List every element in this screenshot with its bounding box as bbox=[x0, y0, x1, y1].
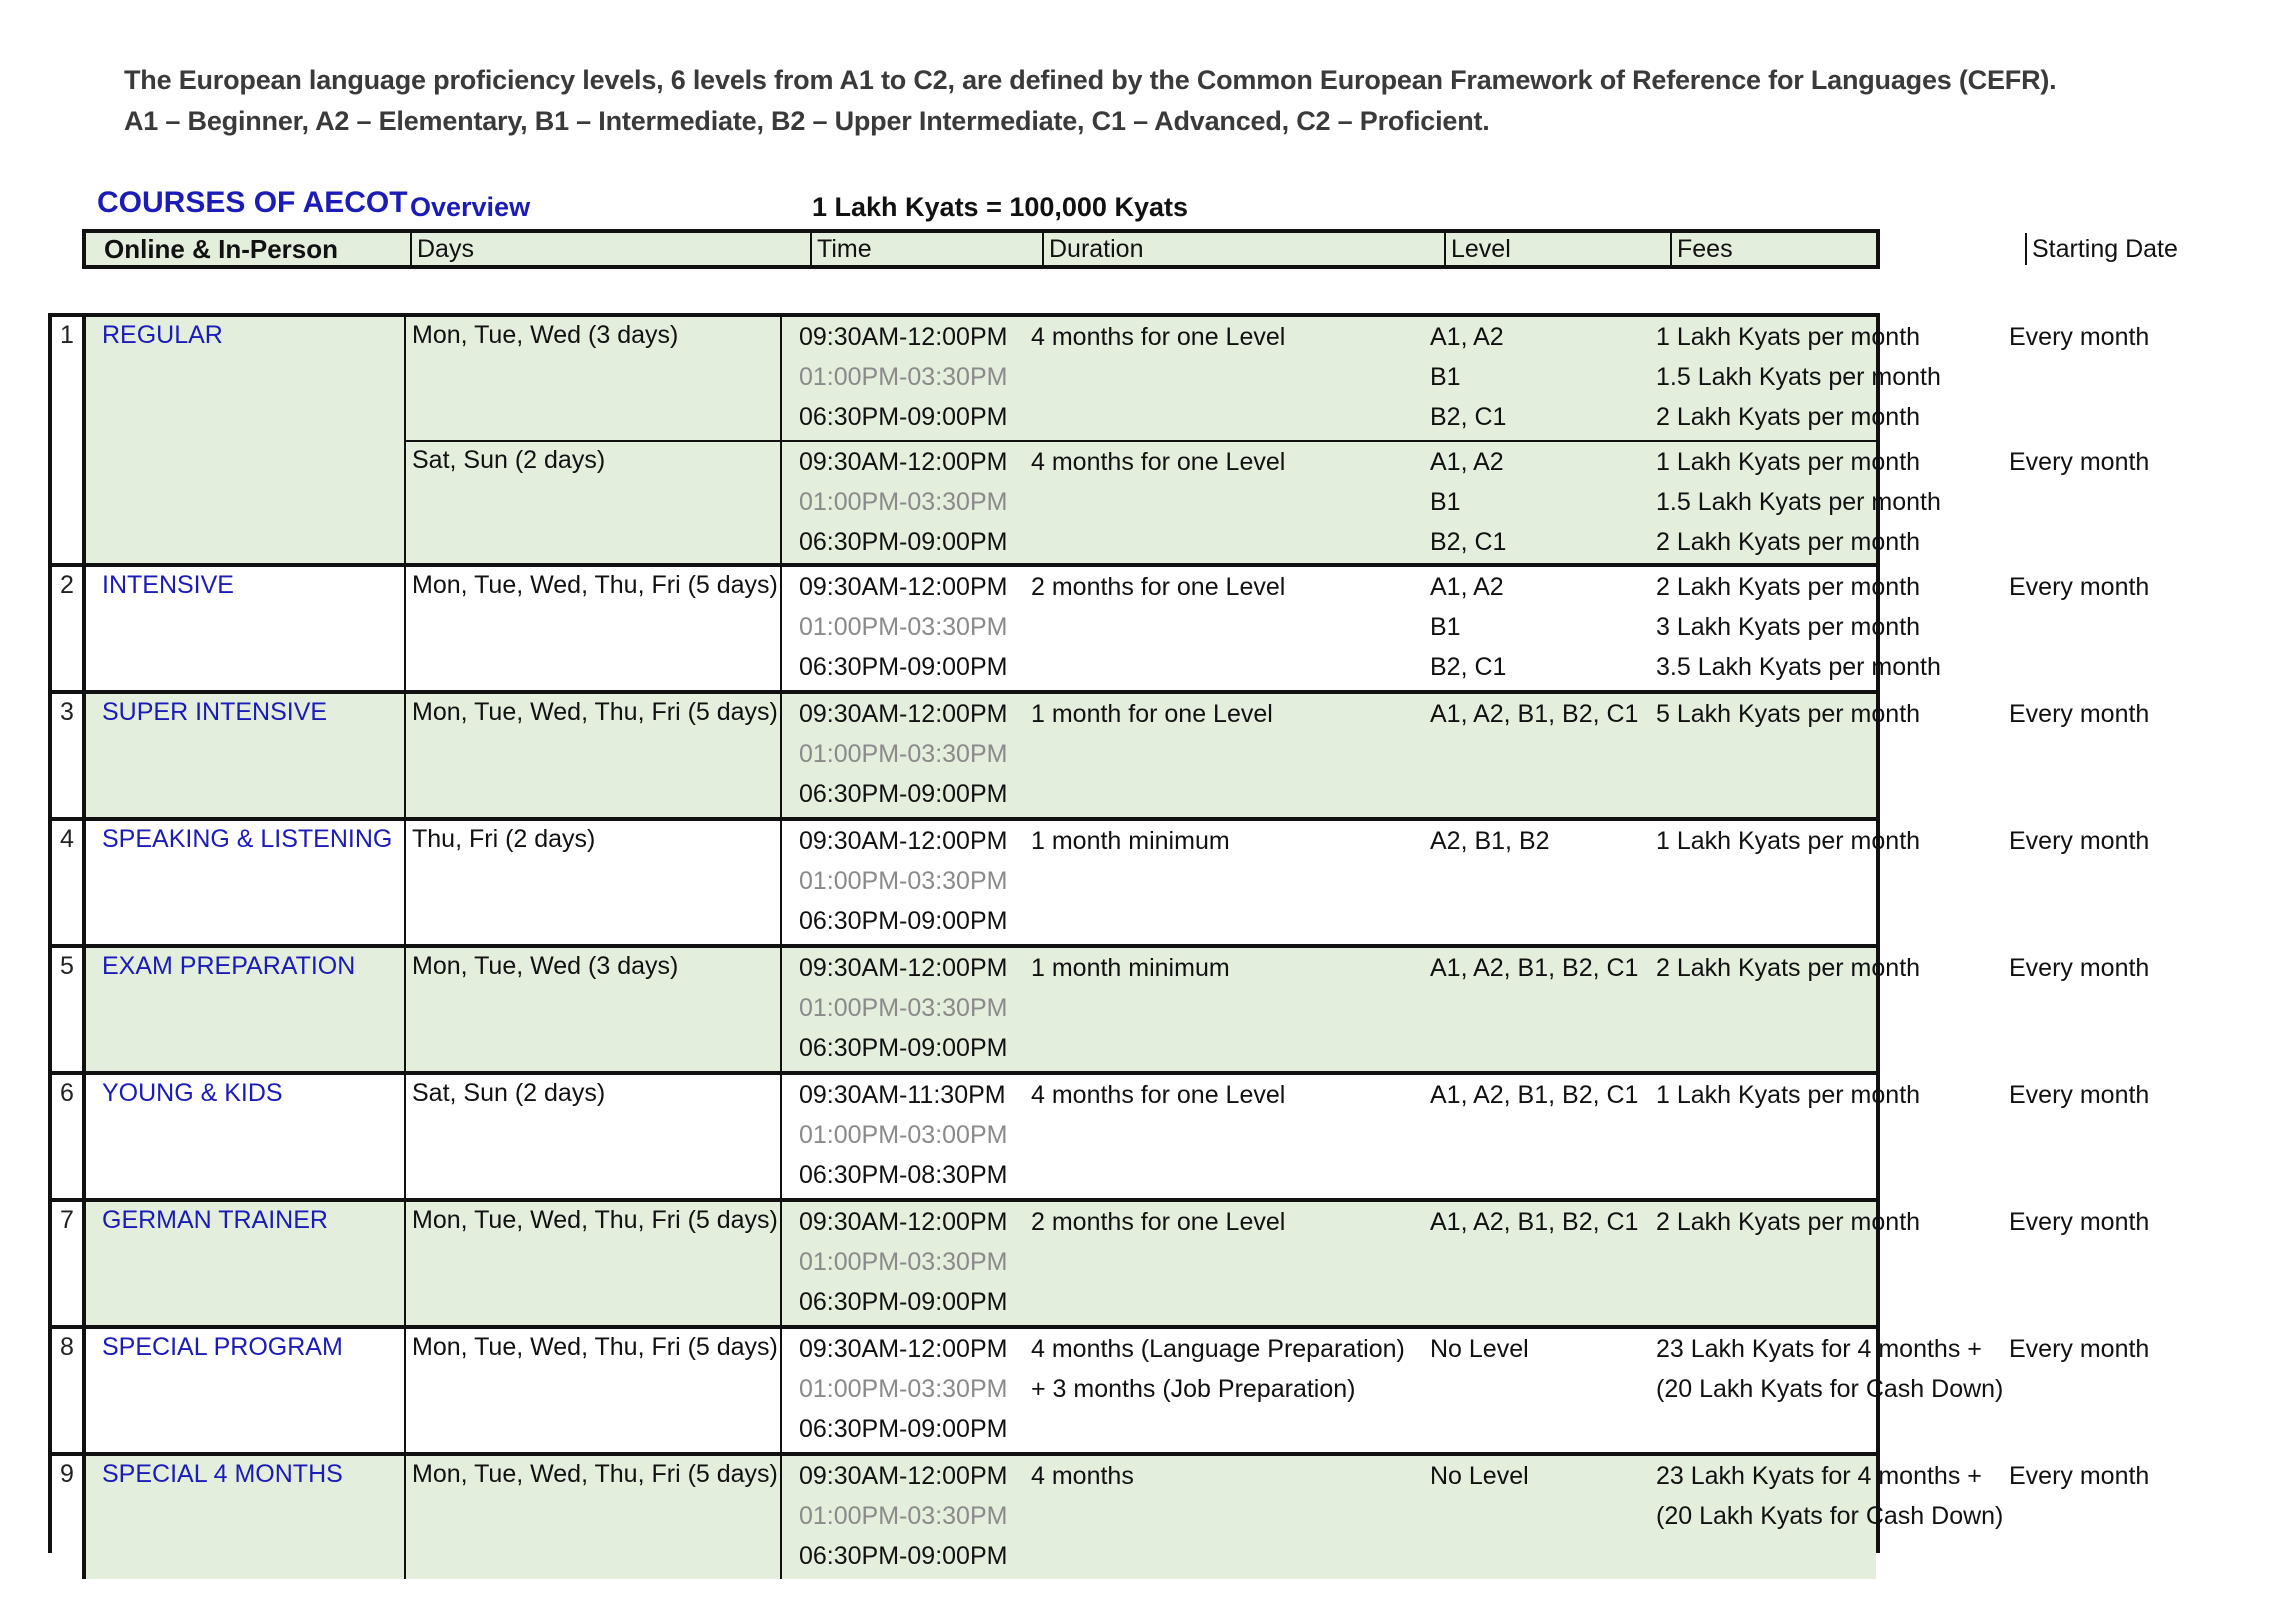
level-line: B2, C1 bbox=[1430, 403, 1507, 431]
time-line: 09:30AM-12:00PM bbox=[799, 954, 1008, 982]
schedule-block bbox=[406, 1329, 2150, 1452]
days-cell: Mon, Tue, Wed, Thu, Fri (5 days) bbox=[406, 694, 782, 817]
overview-label: Overview bbox=[410, 192, 531, 222]
courses-table bbox=[48, 313, 2150, 1570]
level-line: A1, A2, B1, B2, C1 bbox=[1430, 1081, 1639, 1109]
start-date-cell: Every month bbox=[2009, 1335, 2150, 1363]
fees-line: 1 Lakh Kyats per month bbox=[1656, 448, 1921, 476]
time-line: 06:30PM-09:00PM bbox=[799, 1542, 1008, 1570]
row-index: 3 bbox=[52, 694, 86, 817]
schedule-block bbox=[406, 440, 2150, 563]
row-index: 7 bbox=[52, 1202, 86, 1325]
header-start: Starting Date bbox=[2025, 233, 2185, 265]
time-line: 01:00PM-03:30PM bbox=[799, 613, 1008, 641]
header-mode: Online & In-Person bbox=[104, 234, 339, 264]
schedule-block bbox=[406, 948, 2150, 1071]
time-line: 01:00PM-03:30PM bbox=[799, 1502, 1008, 1530]
start-date-cell: Every month bbox=[2009, 827, 2150, 855]
schedule-block bbox=[406, 1202, 2150, 1325]
course-schedule bbox=[406, 1075, 2150, 1198]
fees-line: 1 Lakh Kyats per month bbox=[1656, 323, 1921, 351]
course-schedule bbox=[406, 567, 2150, 690]
schedule-block bbox=[406, 567, 2150, 690]
course-row bbox=[52, 1071, 2150, 1198]
days-cell: Mon, Tue, Wed, Thu, Fri (5 days) bbox=[406, 1329, 782, 1452]
level-line: B1 bbox=[1430, 363, 1461, 391]
row-index: 6 bbox=[52, 1075, 86, 1198]
fees-cell bbox=[1656, 1202, 1920, 1242]
course-row bbox=[52, 1198, 2150, 1325]
duration-line: 4 months for one Level bbox=[1031, 1081, 1286, 1109]
time-line: 01:00PM-03:30PM bbox=[799, 1248, 1008, 1276]
time-cell bbox=[799, 694, 1007, 814]
course-name: SPECIAL 4 MONTHS bbox=[86, 1456, 406, 1579]
level-cell bbox=[1430, 567, 1506, 687]
fees-line: 1.5 Lakh Kyats per month bbox=[1656, 488, 1941, 516]
time-cell bbox=[799, 1456, 1007, 1576]
time-line: 01:00PM-03:30PM bbox=[799, 994, 1008, 1022]
row-index: 4 bbox=[52, 821, 86, 944]
time-cell bbox=[799, 948, 1007, 1068]
start-date-cell: Every month bbox=[2009, 954, 2150, 982]
level-cell bbox=[1430, 1456, 1529, 1496]
time-line: 09:30AM-12:00PM bbox=[799, 700, 1008, 728]
duration-cell bbox=[1031, 442, 1285, 482]
time-line: 06:30PM-09:00PM bbox=[799, 907, 1008, 935]
fees-cell bbox=[1656, 694, 1920, 734]
header-days: Days bbox=[410, 233, 810, 265]
start-date-cell: Every month bbox=[2009, 1208, 2150, 1236]
fees-cell bbox=[1656, 567, 1941, 687]
fees-line: 1.5 Lakh Kyats per month bbox=[1656, 363, 1941, 391]
header-time: Time bbox=[810, 233, 1042, 265]
fees-line: 23 Lakh Kyats for 4 months + bbox=[1656, 1335, 1982, 1363]
fees-line: (20 Lakh Kyats for Cash Down) bbox=[1656, 1375, 2004, 1403]
fees-line: 3 Lakh Kyats per month bbox=[1656, 613, 1921, 641]
time-cell bbox=[799, 317, 1007, 437]
row-index: 5 bbox=[52, 948, 86, 1071]
course-name: SPECIAL PROGRAM bbox=[86, 1329, 406, 1452]
time-line: 06:30PM-09:00PM bbox=[799, 1415, 1008, 1443]
fees-cell bbox=[1656, 1329, 2003, 1409]
schedule-block bbox=[406, 317, 2150, 440]
fees-cell bbox=[1656, 1456, 2003, 1536]
duration-line: 4 months (Language Preparation) bbox=[1031, 1335, 1405, 1363]
level-cell bbox=[1430, 1329, 1529, 1369]
level-line: A1, A2 bbox=[1430, 573, 1504, 601]
schedule-block bbox=[406, 1456, 2150, 1579]
level-line: A1, A2, B1, B2, C1 bbox=[1430, 954, 1639, 982]
duration-cell bbox=[1031, 317, 1285, 357]
duration-cell bbox=[1031, 821, 1230, 861]
intro-line-1: The European language proficiency levels, 6 levels from A1 to C2, are defined by the Common European Framework of Reference for Languages (CEFR). bbox=[124, 65, 2057, 95]
duration-line: 1 month minimum bbox=[1031, 954, 1230, 982]
fees-line: 1 Lakh Kyats per month bbox=[1656, 1081, 1921, 1109]
fees-line: 2 Lakh Kyats per month bbox=[1656, 403, 1921, 431]
duration-line: 2 months for one Level bbox=[1031, 1208, 1286, 1236]
duration-line: 2 months for one Level bbox=[1031, 573, 1286, 601]
level-cell bbox=[1430, 1075, 1638, 1115]
course-name: GERMAN TRAINER bbox=[86, 1202, 406, 1325]
duration-line: + 3 months (Job Preparation) bbox=[1031, 1375, 1356, 1403]
time-cell bbox=[799, 1329, 1007, 1449]
row-index: 9 bbox=[52, 1456, 86, 1579]
duration-cell bbox=[1031, 1075, 1285, 1115]
fees-line: 2 Lakh Kyats per month bbox=[1656, 573, 1921, 601]
fees-line: 23 Lakh Kyats for 4 months + bbox=[1656, 1462, 1982, 1490]
fees-line: 3.5 Lakh Kyats per month bbox=[1656, 653, 1941, 681]
duration-cell bbox=[1031, 1202, 1285, 1242]
time-line: 01:00PM-03:00PM bbox=[799, 1121, 1008, 1149]
level-cell bbox=[1430, 948, 1638, 988]
fees-line: 1 Lakh Kyats per month bbox=[1656, 827, 1921, 855]
header-fees: Fees bbox=[1670, 233, 2025, 265]
duration-line: 1 month for one Level bbox=[1031, 700, 1273, 728]
time-cell bbox=[799, 567, 1007, 687]
days-cell: Mon, Tue, Wed, Thu, Fri (5 days) bbox=[406, 1202, 782, 1325]
time-line: 09:30AM-12:00PM bbox=[799, 448, 1008, 476]
level-line: B2, C1 bbox=[1430, 653, 1507, 681]
course-row bbox=[52, 563, 2150, 690]
time-cell bbox=[799, 1202, 1007, 1322]
level-line: A1, A2 bbox=[1430, 448, 1504, 476]
time-line: 09:30AM-12:00PM bbox=[799, 1335, 1008, 1363]
level-cell bbox=[1430, 317, 1506, 437]
days-cell: Mon, Tue, Wed, Thu, Fri (5 days) bbox=[406, 1456, 782, 1579]
duration-cell bbox=[1031, 1329, 1405, 1409]
duration-line: 4 months for one Level bbox=[1031, 323, 1286, 351]
time-line: 06:30PM-09:00PM bbox=[799, 780, 1008, 808]
fees-cell bbox=[1656, 948, 1920, 988]
time-line: 09:30AM-12:00PM bbox=[799, 573, 1008, 601]
course-schedule bbox=[406, 948, 2150, 1071]
fees-cell bbox=[1656, 821, 1920, 861]
start-date-cell: Every month bbox=[2009, 573, 2150, 601]
course-row bbox=[52, 690, 2150, 817]
start-date-cell: Every month bbox=[2009, 323, 2150, 351]
days-cell: Mon, Tue, Wed (3 days) bbox=[406, 948, 782, 1071]
course-name: REGULAR bbox=[86, 317, 406, 563]
course-row bbox=[52, 817, 2150, 944]
fees-line: (20 Lakh Kyats for Cash Down) bbox=[1656, 1502, 2004, 1530]
start-date-cell: Every month bbox=[2009, 1462, 2150, 1490]
duration-cell bbox=[1031, 694, 1273, 734]
course-name: EXAM PREPARATION bbox=[86, 948, 406, 1071]
time-line: 06:30PM-09:00PM bbox=[799, 528, 1008, 556]
course-schedule bbox=[406, 317, 2150, 563]
level-line: B1 bbox=[1430, 488, 1461, 516]
level-line: A1, A2, B1, B2, C1 bbox=[1430, 1208, 1639, 1236]
course-schedule bbox=[406, 1329, 2150, 1452]
page-title: COURSES OF AECOT bbox=[97, 186, 408, 219]
duration-cell bbox=[1031, 567, 1285, 607]
level-line: A1, A2, B1, B2, C1 bbox=[1430, 700, 1639, 728]
duration-cell bbox=[1031, 948, 1230, 988]
level-cell bbox=[1430, 694, 1638, 734]
course-name: YOUNG & KIDS bbox=[86, 1075, 406, 1198]
course-name: SUPER INTENSIVE bbox=[86, 694, 406, 817]
time-line: 09:30AM-12:00PM bbox=[799, 1208, 1008, 1236]
time-line: 06:30PM-09:00PM bbox=[799, 1288, 1008, 1316]
course-row bbox=[52, 944, 2150, 1071]
time-line: 09:30AM-12:00PM bbox=[799, 323, 1008, 351]
time-line: 01:00PM-03:30PM bbox=[799, 740, 1008, 768]
time-line: 06:30PM-09:00PM bbox=[799, 403, 1008, 431]
header-level: Level bbox=[1444, 233, 1670, 265]
fees-line: 2 Lakh Kyats per month bbox=[1656, 1208, 1921, 1236]
time-line: 06:30PM-09:00PM bbox=[799, 1034, 1008, 1062]
start-date-cell: Every month bbox=[2009, 448, 2150, 476]
row-index: 1 bbox=[52, 317, 86, 563]
course-row bbox=[52, 1452, 2150, 1579]
currency-note: 1 Lakh Kyats = 100,000 Kyats bbox=[812, 192, 1188, 222]
row-index: 8 bbox=[52, 1329, 86, 1452]
course-schedule bbox=[406, 1456, 2150, 1579]
intro-line-2: A1 – Beginner, A2 – Elementary, B1 – Intermediate, B2 – Upper Intermediate, C1 – Advanced, C2 – Proficient. bbox=[124, 106, 1490, 136]
time-cell bbox=[799, 821, 1007, 941]
days-cell: Mon, Tue, Wed (3 days) bbox=[406, 317, 782, 440]
time-line: 06:30PM-08:30PM bbox=[799, 1161, 1008, 1189]
duration-cell bbox=[1031, 1456, 1134, 1496]
course-name: INTENSIVE bbox=[86, 567, 406, 690]
schedule-block bbox=[406, 1075, 2150, 1198]
time-line: 09:30AM-12:00PM bbox=[799, 827, 1008, 855]
level-cell bbox=[1430, 1202, 1638, 1242]
level-line: B2, C1 bbox=[1430, 528, 1507, 556]
fees-line: 2 Lakh Kyats per month bbox=[1656, 528, 1921, 556]
course-schedule bbox=[406, 694, 2150, 817]
time-line: 06:30PM-09:00PM bbox=[799, 653, 1008, 681]
days-cell: Mon, Tue, Wed, Thu, Fri (5 days) bbox=[406, 567, 782, 690]
duration-line: 4 months for one Level bbox=[1031, 448, 1286, 476]
time-line: 01:00PM-03:30PM bbox=[799, 1375, 1008, 1403]
row-index: 2 bbox=[52, 567, 86, 690]
time-cell bbox=[799, 1075, 1007, 1195]
time-line: 01:00PM-03:30PM bbox=[799, 488, 1008, 516]
start-date-cell: Every month bbox=[2009, 1081, 2150, 1109]
course-row bbox=[52, 317, 2150, 563]
fees-cell bbox=[1656, 442, 1941, 562]
intro-text bbox=[124, 60, 2056, 142]
schedule-block bbox=[406, 821, 2150, 944]
time-line: 01:00PM-03:30PM bbox=[799, 363, 1008, 391]
fees-line: 5 Lakh Kyats per month bbox=[1656, 700, 1921, 728]
level-line: B1 bbox=[1430, 613, 1461, 641]
course-row bbox=[52, 1325, 2150, 1452]
course-schedule bbox=[406, 821, 2150, 944]
time-line: 09:30AM-12:00PM bbox=[799, 1462, 1008, 1490]
days-cell: Sat, Sun (2 days) bbox=[406, 1075, 782, 1198]
course-name: SPEAKING & LISTENING bbox=[86, 821, 406, 944]
duration-line: 4 months bbox=[1031, 1462, 1134, 1490]
schedule-block bbox=[406, 694, 2150, 817]
start-date-cell: Every month bbox=[2009, 700, 2150, 728]
header-duration: Duration bbox=[1042, 233, 1444, 265]
time-line: 09:30AM-11:30PM bbox=[799, 1081, 1006, 1109]
fees-line: 2 Lakh Kyats per month bbox=[1656, 954, 1921, 982]
fees-cell bbox=[1656, 317, 1941, 437]
time-cell bbox=[799, 442, 1007, 562]
level-cell bbox=[1430, 442, 1506, 562]
level-line: No Level bbox=[1430, 1462, 1529, 1490]
level-cell bbox=[1430, 821, 1550, 861]
table-header bbox=[82, 229, 2178, 269]
level-line: A1, A2 bbox=[1430, 323, 1504, 351]
days-cell: Thu, Fri (2 days) bbox=[406, 821, 782, 944]
level-line: No Level bbox=[1430, 1335, 1529, 1363]
course-schedule bbox=[406, 1202, 2150, 1325]
days-cell: Sat, Sun (2 days) bbox=[406, 442, 782, 563]
fees-cell bbox=[1656, 1075, 1920, 1115]
duration-line: 1 month minimum bbox=[1031, 827, 1230, 855]
time-line: 01:00PM-03:30PM bbox=[799, 867, 1008, 895]
level-line: A2, B1, B2 bbox=[1430, 827, 1550, 855]
